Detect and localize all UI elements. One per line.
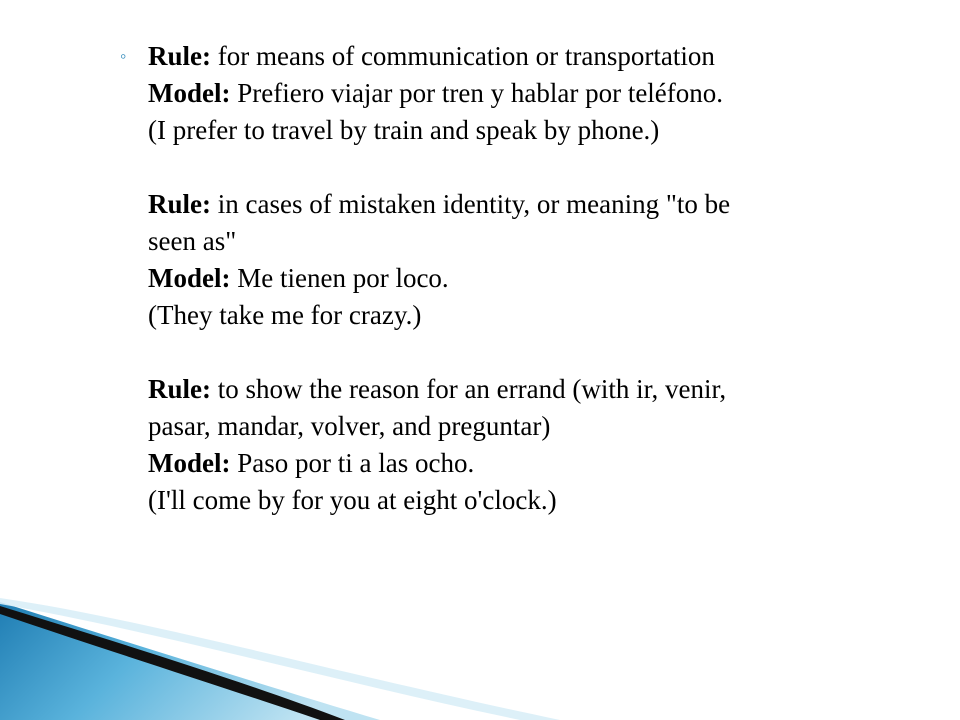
model-label: Model: (148, 448, 231, 478)
rule-text: in cases of mistaken identity, or meaning "to be (211, 189, 731, 219)
rule-text-continued: seen as" (148, 226, 237, 256)
model-text: Paso por ti a las ocho. (230, 448, 475, 478)
rule-text-continued: pasar, mandar, volver, and preguntar) (148, 411, 551, 441)
rule-label: Rule: (148, 374, 211, 404)
translation-text: (I'll come by for you at eight o'clock.) (148, 485, 557, 515)
rule-label: Rule: (148, 189, 211, 219)
rule-label: Rule: (148, 41, 211, 71)
bullet-icon: ◦ (120, 46, 127, 66)
translation-text: (I prefer to travel by train and speak by phone.) (148, 115, 660, 145)
swoosh-blue-band (0, 602, 380, 720)
model-label: Model: (148, 78, 231, 108)
model-text: Me tienen por loco. (230, 263, 449, 293)
translation-text: (They take me for crazy.) (148, 300, 422, 330)
rule-text: for means of communication or transportation (211, 41, 715, 71)
model-text: Prefiero viajar por tren y hablar por teléfono. (230, 78, 724, 108)
rule-text: to show the reason for an errand (with ir, venir, (211, 374, 727, 404)
model-label: Model: (148, 263, 231, 293)
